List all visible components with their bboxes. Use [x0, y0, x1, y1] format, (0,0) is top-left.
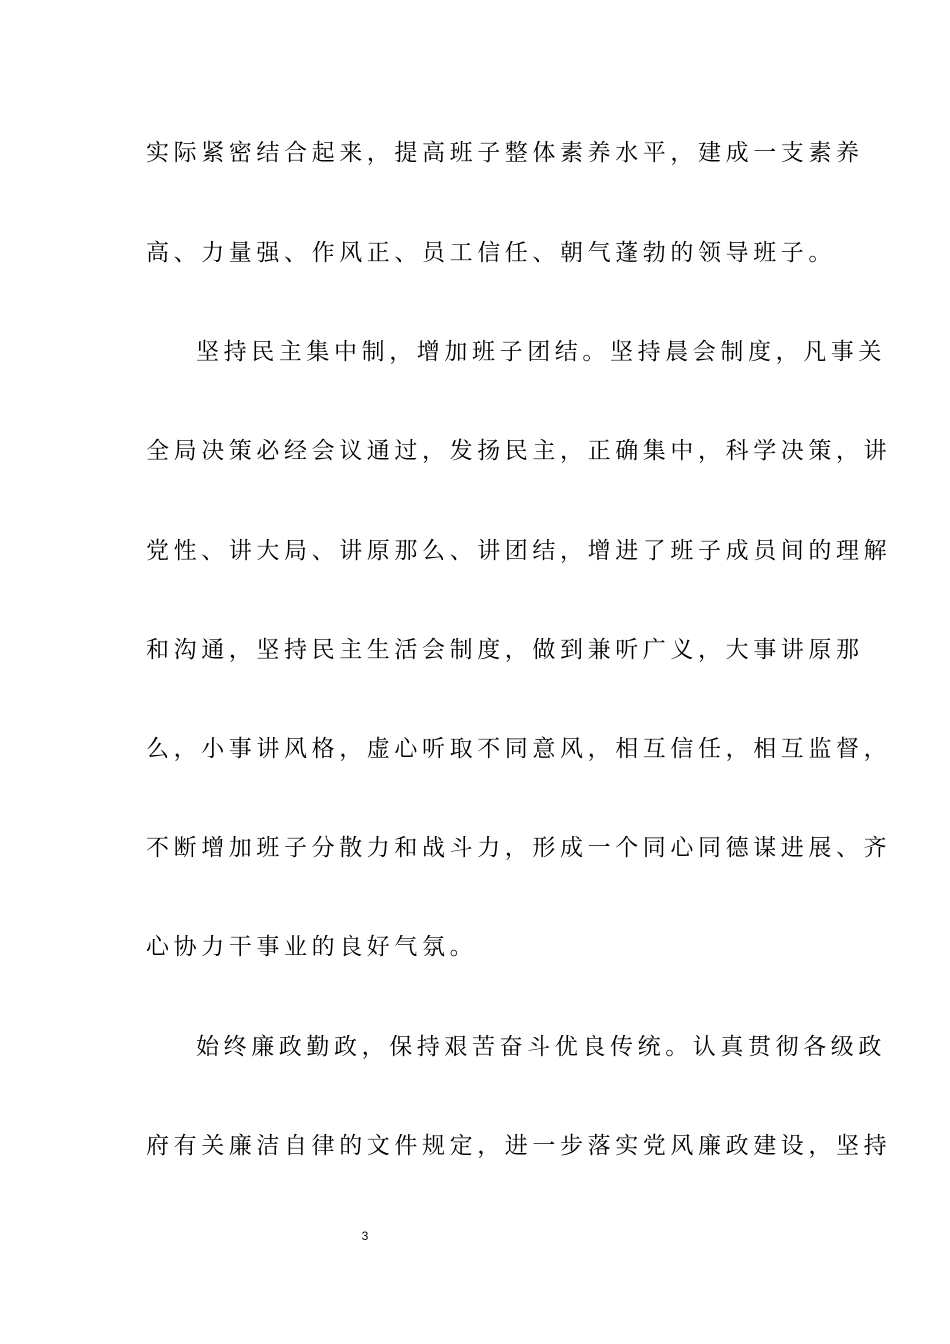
page-number: 3: [361, 1229, 369, 1243]
text-line: 高、力量强、作风正、员工信任、朝气蓬勃的领导班子。: [146, 240, 836, 266]
text-line: 么，小事讲风格，虚心听取不同意风，相互信任，相互监督，: [146, 736, 892, 762]
text-line: 全局决策必经会议通过，发扬民主，正确集中，科学决策，讲: [146, 438, 892, 464]
text-line: 实际紧密结合起来，提高班子整体素养水平，建成一支素养: [146, 140, 864, 166]
text-line: 和沟通，坚持民主生活会制度，做到兼听广义，大事讲原那: [146, 637, 864, 663]
text-line: 府有关廉洁自律的文件规定，进一步落实党风廉政建设，坚持: [146, 1133, 892, 1159]
text-line: 党性、讲大局、讲原那么、讲团结，增进了班子成员间的理解: [146, 538, 892, 564]
text-line: 心协力干事业的良好气氛。: [146, 934, 478, 960]
text-line: 坚持民主集中制，增加班子团结。坚持晨会制度，凡事关: [196, 339, 886, 365]
text-line: 始终廉政勤政，保持艰苦奋斗优良传统。认真贯彻各级政: [196, 1034, 886, 1060]
text-line: 不断增加班子分散力和战斗力，形成一个同心同德谋进展、齐: [146, 835, 892, 861]
